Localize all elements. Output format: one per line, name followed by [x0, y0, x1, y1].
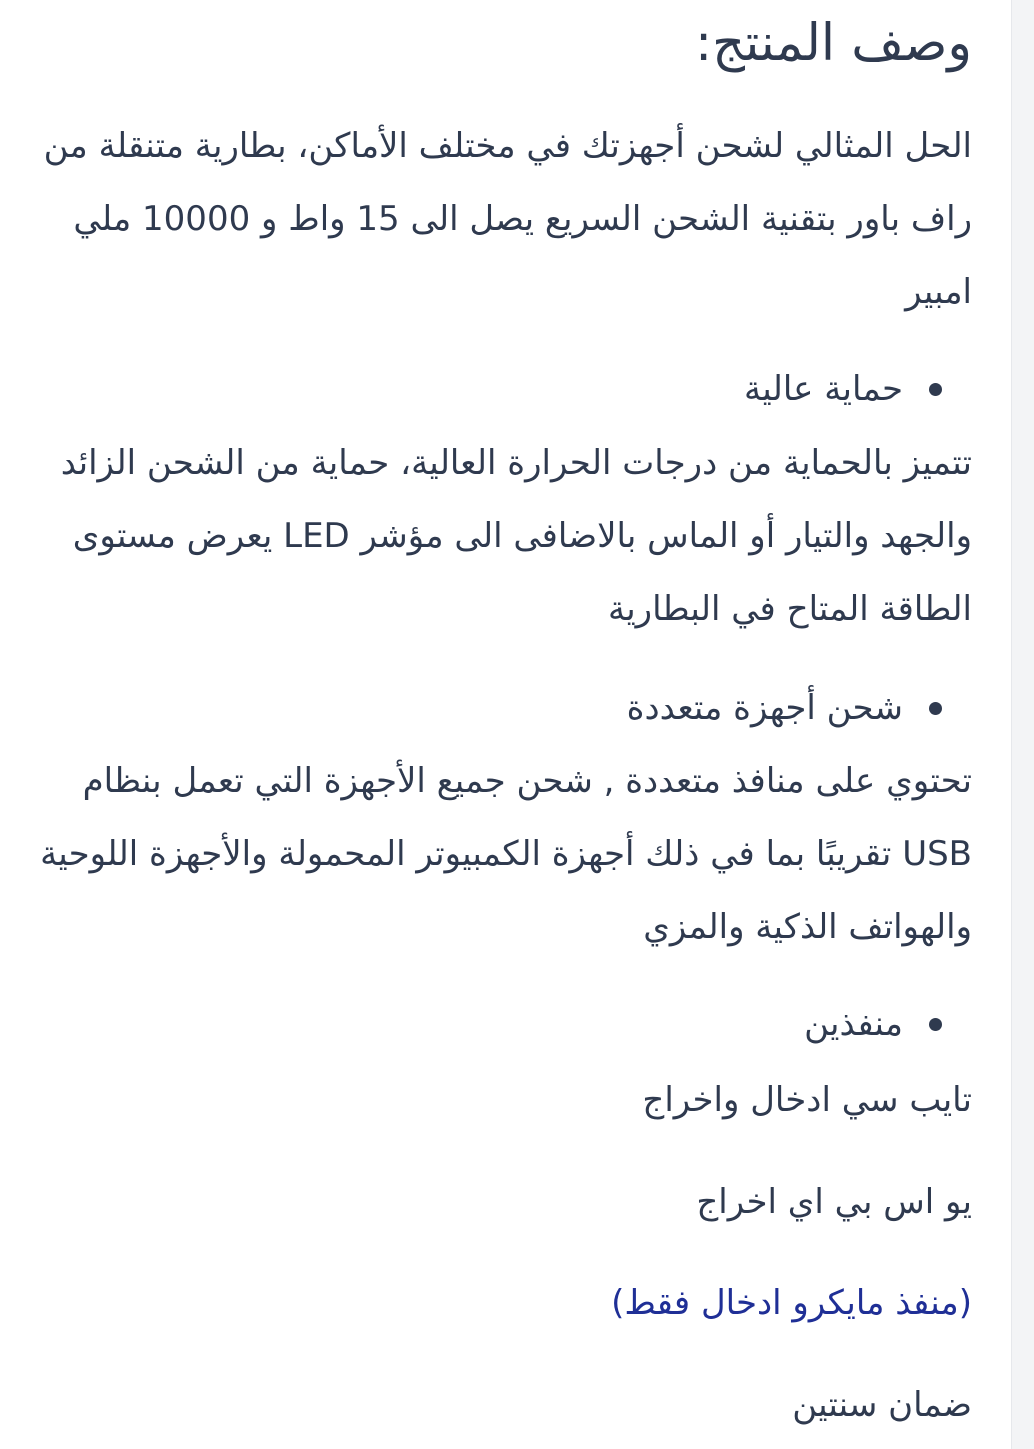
feature-description: تتميز بالحماية من درجات الحرارة العالية، حماية من الشحن الزائد والجهد والتيار أو الماس بالاضافى الى مؤشر LED يعرض مستوى الطاقة المتاح في البطارية: [60, 443, 972, 629]
feature-description: تحتوي على منافذ متعددة , شحن جميع الأجهزة التي تعمل بنظام USB تقريبًا بما في ذلك أجهزة الكمبيوتر المحمولة والأجهزة اللوحية والهواتف الذكية والمزي: [40, 761, 972, 947]
scrollbar-track[interactable]: [1011, 0, 1034, 1449]
section-heading: وصف المنتج:: [694, 14, 972, 73]
bullet-dot-icon: [929, 702, 942, 715]
bullet-dot-icon: [929, 1018, 942, 1031]
feature-title: منفذين: [804, 1004, 903, 1044]
port-type-c: تايب سي ادخال واخراج: [642, 1080, 972, 1120]
bullet-dot-icon: [929, 383, 942, 396]
feature-bullet-multi-device: [20, 682, 972, 734]
feature-title: حماية عالية: [743, 369, 903, 409]
warranty-text: ضمان سنتين: [792, 1385, 972, 1425]
intro-paragraph: الحل المثالي لشحن أجهزتك في مختلف الأماكن، بطارية متنقلة من راف باور بتقنية الشحن السريع يصل الى 15 واط و 10000 ملي امبير: [43, 126, 972, 312]
feature-bullet-ports: [20, 998, 972, 1050]
port-micro-note: (منفذ مايكرو ادخال فقط): [611, 1283, 972, 1323]
port-usb: يو اس بي اي اخراج: [696, 1182, 972, 1222]
feature-title: شحن أجهزة متعددة: [626, 688, 903, 728]
feature-bullet-protection: [20, 363, 972, 415]
